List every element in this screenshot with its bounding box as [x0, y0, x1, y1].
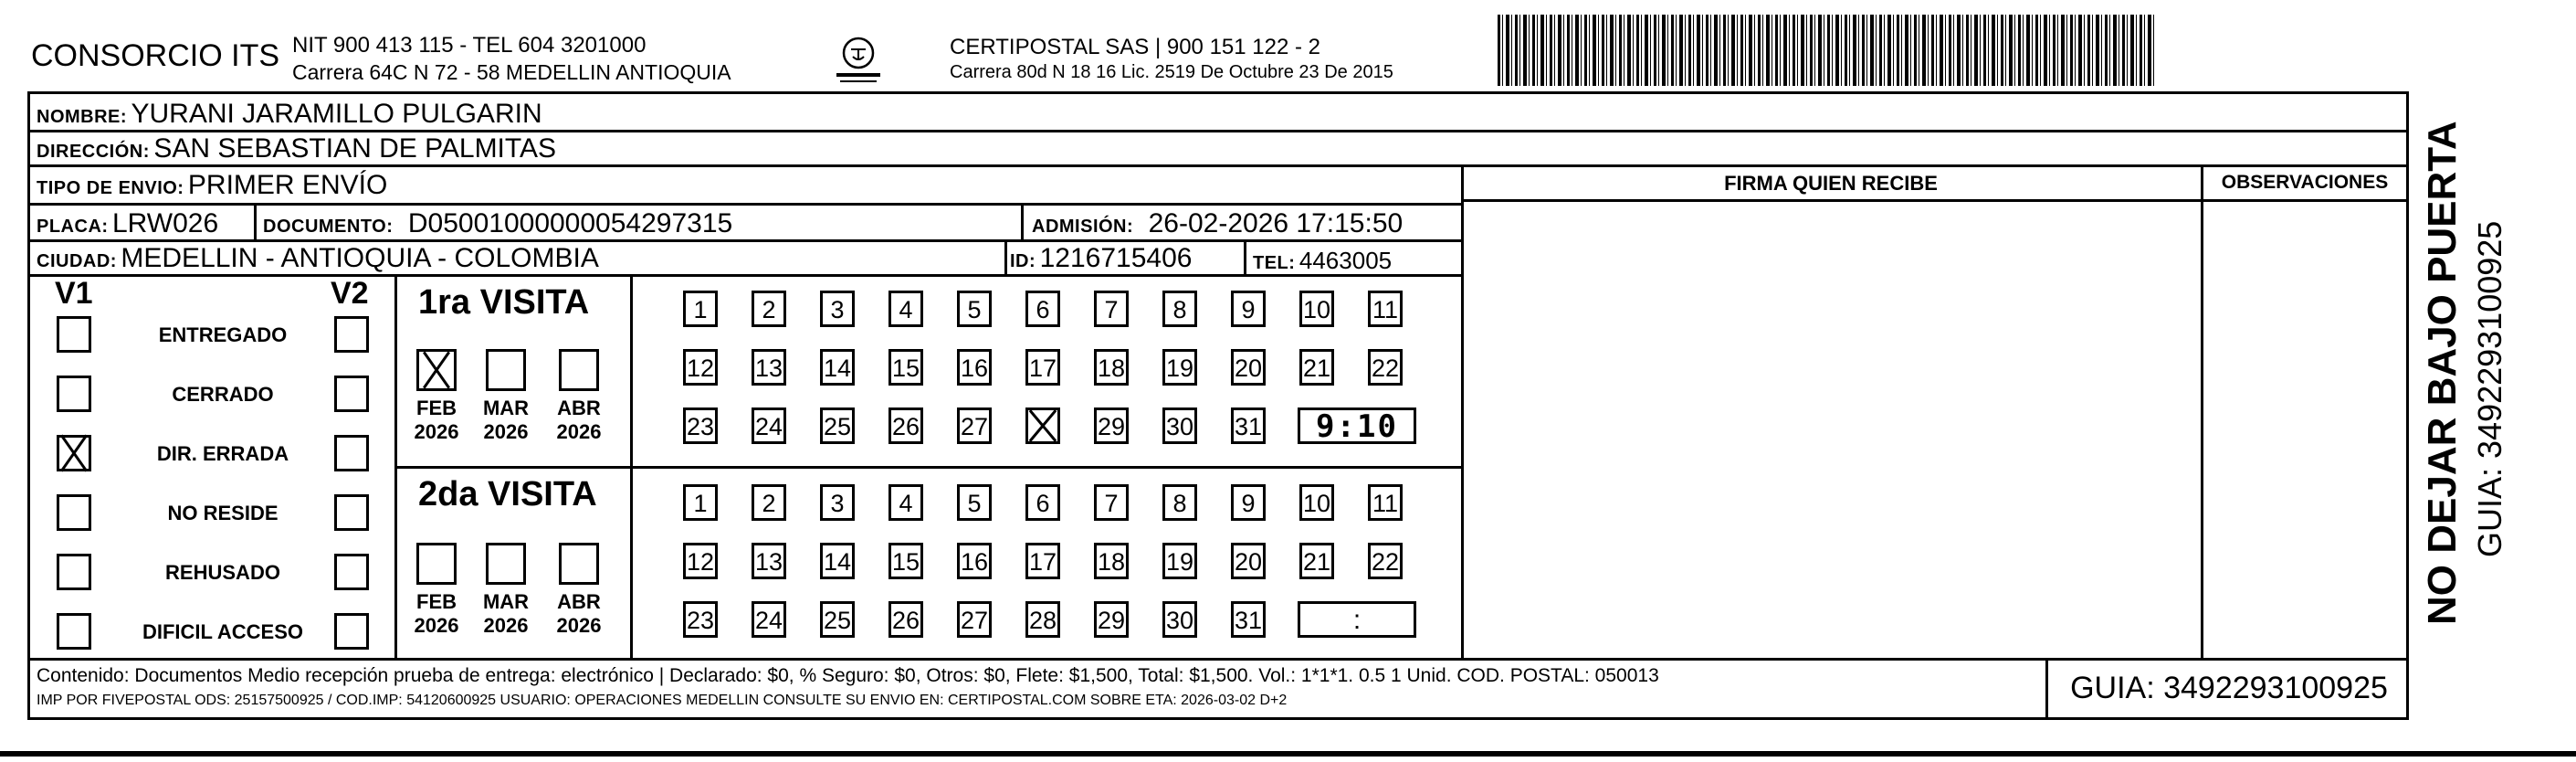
visit1-day-box[interactable]: 17 [1025, 349, 1060, 386]
divider [27, 164, 2409, 167]
id-value: 1216715406 [1039, 243, 1193, 273]
placa-value: LRW026 [112, 208, 219, 238]
documento-value: D05001000000054297315 [407, 208, 733, 238]
tipo-value: PRIMER ENVÍO [187, 170, 388, 200]
divider [2045, 658, 2048, 720]
v2-label: V2 [331, 276, 369, 311]
v1-label: V1 [55, 276, 93, 311]
visit2-day-box[interactable]: 22 [1368, 543, 1403, 579]
status-label: DIFICIL ACCESO [142, 620, 303, 643]
admision-label: ADMISIÓN: [1032, 217, 1134, 237]
side-guia: GUIA: 3492293100925 [2471, 220, 2508, 557]
barcode [1498, 15, 2155, 86]
visit2-day-box[interactable]: 21 [1299, 543, 1334, 579]
direccion-value: SAN SEBASTIAN DE PALMITAS [153, 133, 557, 164]
visit2-day-box[interactable]: 28 [1025, 601, 1060, 638]
visit2-day-box[interactable]: 2 [752, 484, 786, 521]
visit2-day-box[interactable]: 24 [752, 601, 786, 638]
visit1-day-box[interactable]: 6 [1025, 291, 1060, 327]
visit1-day-box[interactable]: 21 [1299, 349, 1334, 386]
nombre-row [37, 99, 542, 130]
company-name: CONSORCIO ITS [31, 38, 280, 73]
placa-field [37, 208, 218, 239]
visit2-time-box[interactable] [1298, 601, 1416, 638]
nombre-label: NOMBRE: [37, 107, 128, 127]
carrier-line: CERTIPOSTAL SAS | 900 151 122 - 2 [950, 35, 1320, 59]
visit2-day-box[interactable]: 23 [683, 601, 718, 638]
visit2-day-box[interactable]: 13 [752, 543, 786, 579]
tel-field [1253, 247, 1392, 275]
status-label: CERRADO [172, 383, 274, 406]
side-warning: NO DEJAR BAJO PUERTA [2420, 121, 2465, 625]
visit2-day-box[interactable]: 31 [1231, 601, 1266, 638]
v1-checkbox[interactable] [57, 494, 91, 531]
tipo-row [37, 170, 387, 201]
tipo-label: TIPO DE ENVIO: [37, 178, 184, 198]
month-label: MAR 2026 [482, 397, 530, 443]
firma-header: FIRMA QUIEN RECIBE [1724, 172, 1938, 195]
visit2-day-box[interactable]: 8 [1162, 484, 1197, 521]
visit2-day-box[interactable]: 20 [1231, 543, 1266, 579]
visit2-time-value: : [1352, 605, 1362, 635]
divider [394, 466, 1461, 469]
visit2-day-box[interactable]: 19 [1162, 543, 1197, 579]
divider [1461, 199, 2409, 202]
visit2-day-box[interactable]: 5 [957, 484, 992, 521]
visit1-day-box[interactable]: 20 [1231, 349, 1266, 386]
visit1-day-box[interactable]: 8 [1162, 291, 1197, 327]
month-checkbox[interactable] [416, 543, 457, 585]
visit1-day-box[interactable]: 23 [683, 407, 718, 444]
month-checkbox[interactable] [559, 543, 599, 585]
visit1-day-box[interactable]: 11 [1368, 291, 1403, 327]
documento-field [263, 208, 732, 239]
v2-checkbox[interactable] [334, 613, 369, 650]
footer-guia: GUIA: 3492293100925 [2070, 671, 2388, 705]
visit1-day-box[interactable]: 3 [820, 291, 855, 327]
v1-checkbox[interactable] [57, 435, 91, 471]
visit1-time-box[interactable] [1298, 407, 1416, 444]
footer-contenido: Contenido: Documentos Medio recepción prueba de entrega: electrónico | Declarado: $0, % Seguro: $0, Otros: $0, Flete: $1,500, Total: $1,500. Vol.: 1*1*1. 0.5 1 Unid. COD. POSTAL: 050013 [37, 665, 1659, 686]
v2-checkbox[interactable] [334, 435, 369, 471]
documento-label: DOCUMENTO: [263, 217, 394, 237]
visit1-day-box[interactable]: 16 [957, 349, 992, 386]
visit2-day-box[interactable]: 10 [1299, 484, 1334, 521]
v2-checkbox[interactable] [334, 316, 369, 353]
status-label: DIR. ERRADA [156, 442, 289, 465]
visit1-day-box[interactable]: 24 [752, 407, 786, 444]
certipostal-logo-icon [833, 33, 884, 88]
visit2-title: 2da VISITA [418, 475, 597, 513]
visit1-day-box[interactable]: 26 [888, 407, 923, 444]
id-field [1010, 243, 1192, 274]
placa-label: PLACA: [37, 217, 109, 237]
visit1-day-box[interactable]: 2 [752, 291, 786, 327]
visit1-time-value: 9:10 [1316, 408, 1398, 445]
v2-checkbox[interactable] [334, 554, 369, 590]
divider [27, 274, 1461, 277]
page-bottom-line [0, 751, 2576, 757]
footer-imp: IMP POR FIVEPOSTAL ODS: 25157500925 / COD.IMP: 54120600925 USUARIO: OPERACIONES MEDELLIN CONSULTE SU ENVIO EN: CERTIPOSTAL.COM SOBRE ETA: 2026-03-02 D+2 [37, 693, 1288, 708]
visit1-day-box[interactable]: 13 [752, 349, 786, 386]
visit1-day-box[interactable]: 22 [1368, 349, 1403, 386]
divider [1004, 239, 1007, 274]
tel-value: 4463005 [1299, 247, 1393, 274]
tel-label: TEL: [1253, 253, 1296, 273]
admision-field [1032, 208, 1403, 239]
visit2-day-box[interactable]: 14 [820, 543, 855, 579]
visit2-day-box[interactable]: 30 [1162, 601, 1197, 638]
visit2-day-box[interactable]: 15 [888, 543, 923, 579]
visit2-day-box[interactable]: 6 [1025, 484, 1060, 521]
visit1-day-box[interactable]: 1 [683, 291, 718, 327]
company-nit: NIT 900 413 115 - TEL 604 3201000 [292, 33, 647, 58]
divider [27, 203, 1461, 206]
status-label: REHUSADO [165, 561, 280, 584]
visit1-day-box[interactable]: 30 [1162, 407, 1197, 444]
direccion-label: DIRECCIÓN: [37, 142, 150, 162]
divider [27, 658, 2409, 661]
ciudad-value: MEDELLIN - ANTIOQUIA - COLOMBIA [121, 243, 599, 273]
admision-value: 26-02-2026 17:15:50 [1148, 208, 1404, 238]
visit1-day-box[interactable]: 12 [683, 349, 718, 386]
visit2-day-box[interactable]: 29 [1094, 601, 1129, 638]
v1-checkbox[interactable] [57, 554, 91, 590]
direccion-row [37, 133, 556, 164]
visit1-day-box[interactable]: 15 [888, 349, 923, 386]
visit1-day-box[interactable]: 18 [1094, 349, 1129, 386]
visit1-day-box[interactable]: 10 [1299, 291, 1334, 327]
v1-checkbox[interactable] [57, 613, 91, 650]
v2-checkbox[interactable] [334, 494, 369, 531]
visit1-day-box[interactable]: 7 [1094, 291, 1129, 327]
divider [1021, 203, 1024, 239]
visit1-day-box[interactable]: 29 [1094, 407, 1129, 444]
visit2-day-box[interactable]: 12 [683, 543, 718, 579]
status-label: NO RESIDE [167, 502, 279, 524]
month-checkbox[interactable] [559, 349, 599, 391]
month-label: FEB 2026 [414, 397, 459, 443]
visit2-day-box[interactable]: 7 [1094, 484, 1129, 521]
divider [254, 203, 257, 239]
visit2-day-box[interactable]: 26 [888, 601, 923, 638]
visit1-title: 1ra VISITA [418, 283, 590, 322]
month-checkbox[interactable] [416, 349, 457, 391]
certipostal-logo [833, 33, 884, 88]
divider [1244, 239, 1246, 274]
visit2-day-box[interactable]: 25 [820, 601, 855, 638]
v1-checkbox[interactable] [57, 376, 91, 412]
carrier-address: Carrera 80d N 18 16 Lic. 2519 De Octubre 23 De 2015 [950, 62, 1393, 82]
v2-checkbox[interactable] [334, 376, 369, 412]
visit1-day-box[interactable]: 25 [820, 407, 855, 444]
company-address: Carrera 64C N 72 - 58 MEDELLIN ANTIOQUIA [292, 60, 731, 84]
visit1-day-box[interactable]: 5 [957, 291, 992, 327]
divider [2201, 164, 2203, 658]
month-checkbox[interactable] [486, 349, 526, 391]
visit1-day-box[interactable]: 9 [1231, 291, 1266, 327]
month-checkbox[interactable] [486, 543, 526, 585]
month-label: MAR 2026 [482, 590, 530, 637]
visit2-day-box[interactable]: 11 [1368, 484, 1403, 521]
visit2-day-box[interactable]: 1 [683, 484, 718, 521]
month-label: FEB 2026 [414, 590, 459, 637]
nombre-value: YURANI JARAMILLO PULGARIN [131, 99, 542, 129]
observaciones-header: OBSERVACIONES [2221, 172, 2389, 193]
ciudad-field [37, 243, 599, 274]
id-label: ID: [1010, 251, 1036, 271]
divider [27, 130, 2409, 132]
visit2-day-box[interactable]: 3 [820, 484, 855, 521]
visit2-day-box[interactable]: 27 [957, 601, 992, 638]
month-label: ABR 2026 [556, 397, 602, 443]
visit1-day-box[interactable]: 31 [1231, 407, 1266, 444]
visit1-day-box[interactable]: 27 [957, 407, 992, 444]
visit1-day-box[interactable]: 4 [888, 291, 923, 327]
visit2-day-box[interactable]: 9 [1231, 484, 1266, 521]
visit2-day-box[interactable]: 17 [1025, 543, 1060, 579]
v1-checkbox[interactable] [57, 316, 91, 353]
visit2-day-box[interactable]: 18 [1094, 543, 1129, 579]
visit1-day-box[interactable]: 14 [820, 349, 855, 386]
visit2-day-box[interactable]: 16 [957, 543, 992, 579]
visit2-day-box[interactable]: 4 [888, 484, 923, 521]
ciudad-label: CIUDAD: [37, 251, 117, 271]
status-label: ENTREGADO [158, 323, 288, 346]
visit1-day-box[interactable]: 19 [1162, 349, 1197, 386]
divider [1461, 164, 1464, 658]
visit1-day-box[interactable] [1025, 407, 1060, 444]
month-label: ABR 2026 [556, 590, 602, 637]
